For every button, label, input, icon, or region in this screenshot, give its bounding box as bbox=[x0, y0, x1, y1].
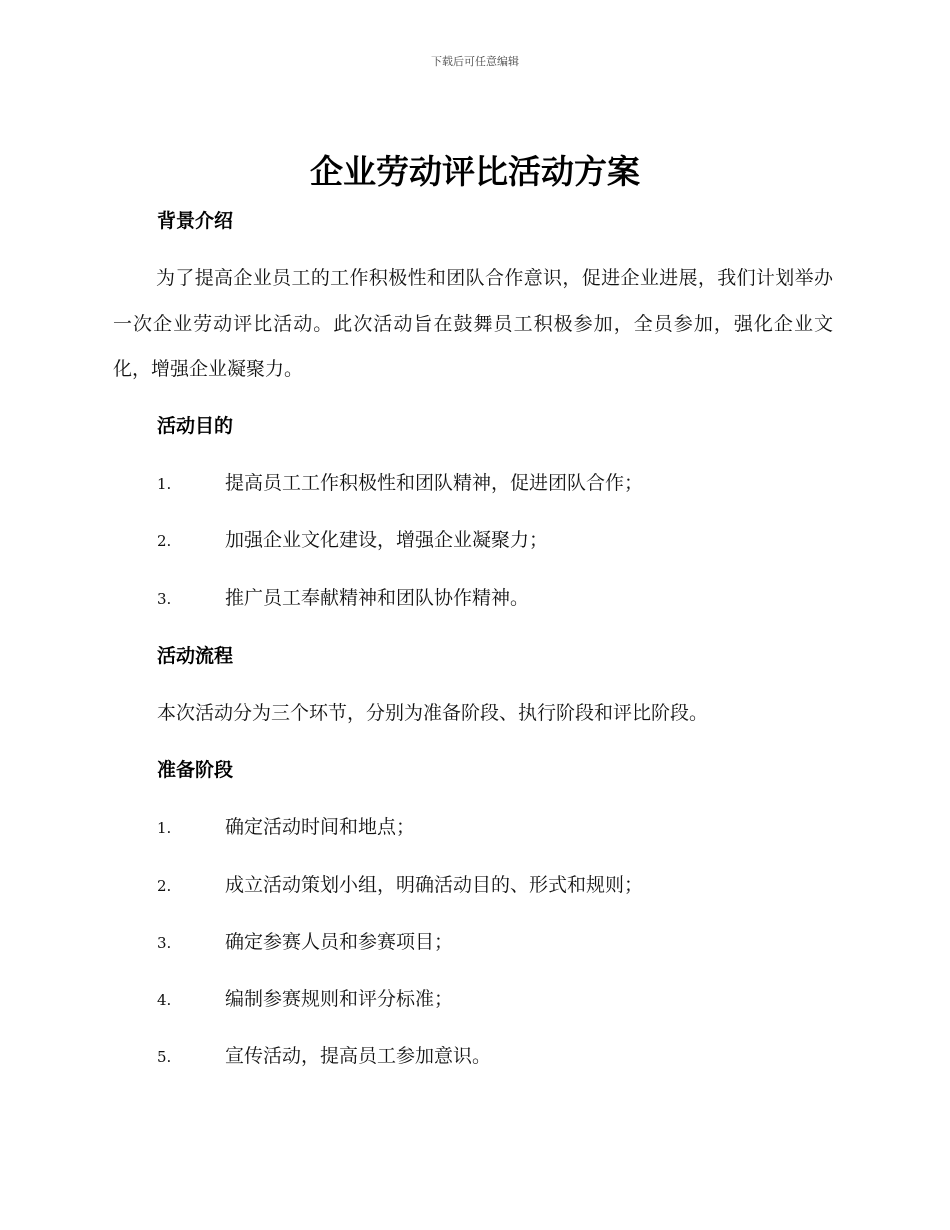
purpose-heading: 活动目的 bbox=[157, 415, 234, 437]
list-text: 确定活动时间和地点； bbox=[225, 816, 416, 838]
list-text: 确定参赛人员和参赛项目； bbox=[225, 931, 454, 953]
list-text: 编制参赛规则和评分标准； bbox=[225, 988, 454, 1010]
list-number: 2. bbox=[157, 877, 172, 895]
list-text: 推广员工奉献精神和团队协作精神。 bbox=[225, 587, 530, 609]
list-number: 5. bbox=[157, 1048, 172, 1066]
process-description: 本次活动分为三个环节，分别为准备阶段、执行阶段和评比阶段。 bbox=[157, 702, 709, 724]
preparation-list-item bbox=[157, 929, 857, 955]
purpose-list-item bbox=[157, 527, 857, 553]
list-text: 宣传活动，提高员工参加意识。 bbox=[225, 1045, 492, 1067]
background-heading: 背景介绍 bbox=[157, 210, 234, 232]
header-note: 下载后可任意编辑 bbox=[431, 55, 519, 68]
preparation-list-item bbox=[157, 1043, 857, 1069]
list-number: 1. bbox=[157, 819, 172, 837]
document-title: 企业劳动评比活动方案 bbox=[310, 152, 640, 191]
preparation-list-item bbox=[157, 814, 857, 840]
list-text: 提高员工工作积极性和团队精神，促进团队合作； bbox=[225, 472, 644, 494]
list-number: 4. bbox=[157, 991, 172, 1009]
list-number: 3. bbox=[157, 590, 172, 608]
process-heading: 活动流程 bbox=[157, 645, 234, 667]
list-number: 2. bbox=[157, 532, 172, 550]
preparation-heading: 准备阶段 bbox=[157, 759, 234, 781]
list-text: 加强企业文化建设，增强企业凝聚力； bbox=[225, 529, 549, 551]
purpose-list-item bbox=[157, 470, 857, 496]
preparation-list-item bbox=[157, 986, 857, 1012]
list-number: 1. bbox=[157, 475, 172, 493]
purpose-list-item bbox=[157, 585, 857, 611]
list-text: 成立活动策划小组，明确活动目的、形式和规则； bbox=[225, 874, 644, 896]
background-paragraph: 为了提高企业员工的工作积极性和团队合作意识，促进企业进展，我们计划举办一次企业劳动评比活动。此次活动旨在鼓舞员工积极参加，全员参加，强化企业文化，增强企业凝聚力。 bbox=[113, 267, 833, 380]
preparation-list-item bbox=[157, 872, 857, 898]
list-number: 3. bbox=[157, 934, 172, 952]
